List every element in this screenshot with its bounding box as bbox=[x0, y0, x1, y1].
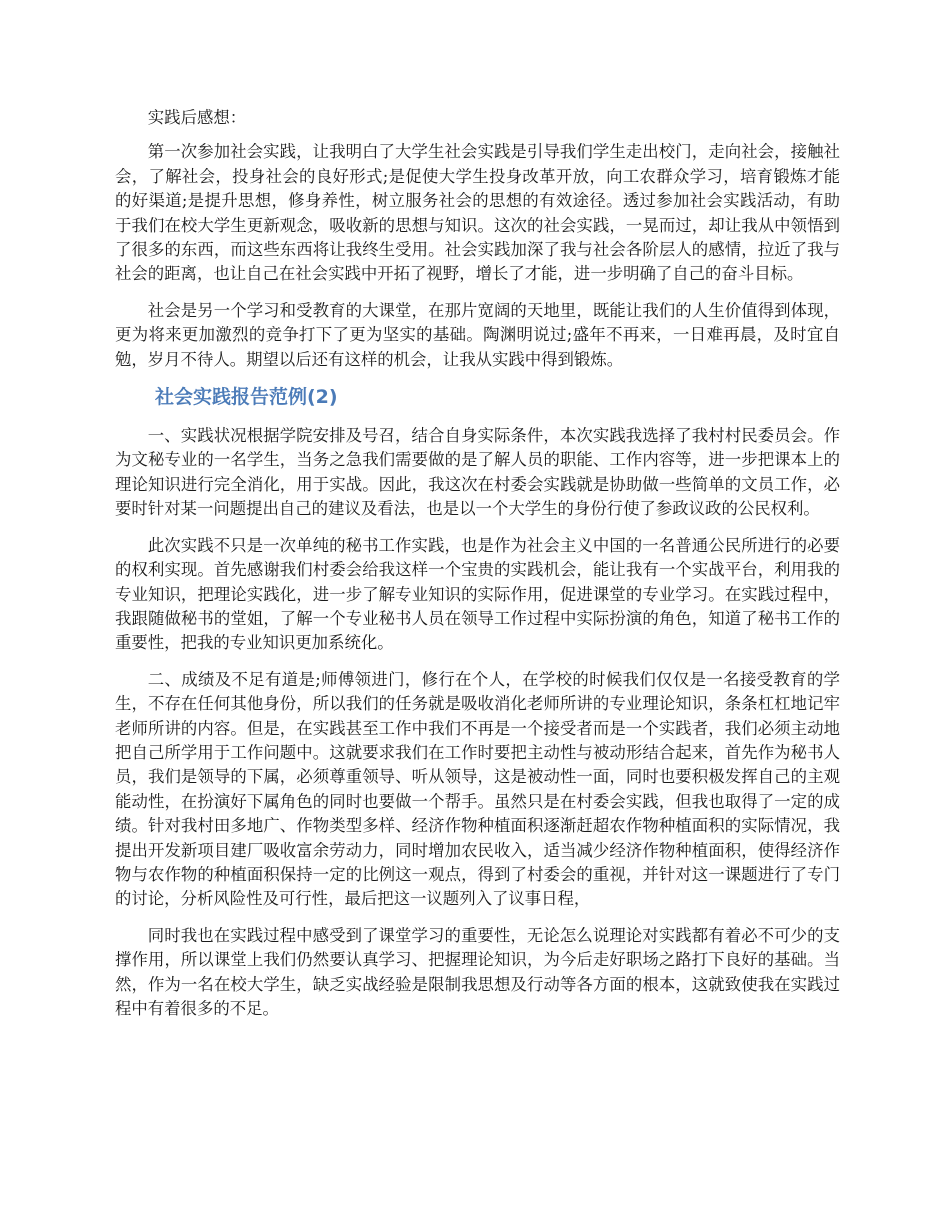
paragraph-practice-status: 一、实践状况根据学院安排及号召，结合自身实际条件，本次实践我选择了我村村民委员会。作为文秘专业的一名学生，当务之急我们需要做的是了解人员的职能、工作内容等，进一步把课本上的理论知识进行完全消化，用于实战。因此，我这次在村委会实践就是协助做一些简单的文员工作，必要时针对某一问题提出自己的建议及看法，也是以一个大学生的身份行使了参政议政的公民权利。 bbox=[115, 426, 840, 519]
paragraph-society-classroom: 社会是另一个学习和受教育的大课堂，在那片宽阔的天地里，既能让我们的人生价值得到体现，更为将来更加激烈的竞争打下了更为坚实的基础。陶渊明说过;盛年不再来，一日难再晨，及时宜自勉，岁月不待人。期望以后还有这样的机会，让我从实践中得到锻炼。 bbox=[115, 300, 840, 369]
paragraph-achievements: 二、成绩及不足有道是;师傅领进门，修行在个人，在学校的时候我们仅仅是一名接受教育的学生，不存在任何其他身份，所以我们的任务就是吸收消化老师所讲的专业理论知识，条条杠杠地记牢老师所讲的内容。但是，在实践甚至工作中我们不再是一个接受者而是一个实践者，我们必须主动地把自己所学用于工作问题中。这就要求我们在工作时要把主动性与被动形结合起来，首先作为秘书人员，我们是领导的下属，必须尊重领导、听从领导，这是被动性一面，同时也要积极发挥自己的主观能动性，在扮演好下属角色的同时也要做一个帮手。虽然只是在村委会实践，但我也取得了一定的成绩。针对我村田多地广、作物类型多样、经济作物种植面积逐渐赶超农作物种植面积的实际情况，我提出开发新项目建厂吸收富余劳动力，同时增加农民收入，适当减少经济作物种植面积，使得经济作物与农作物的种植面积保持一定的比例这一观点，得到了村委会的重视，并针对这一课题进行了专门的讨论，分析风险性及可行性，最后把这一议题列入了议事日程， bbox=[115, 669, 840, 909]
document-page bbox=[115, 106, 840, 1033]
paragraph-secretary-practice: 此次实践不只是一次单纯的秘书工作实践，也是作为社会主义中国的一名普通公民所进行的必要的权利实现。首先感谢我们村委会给我这样一个宝贵的实践机会，能让我有一个实战平台，利用我的专业知识，把理论实践化，进一步了解专业知识的实际作用，促进课堂的专业学习。在实践过程中，我跟随做秘书的堂姐，了解一个专业秘书人员在领导工作过程中实际扮演的角色，知道了秘书工作的重要性，把我的专业知识更加系统化。 bbox=[115, 535, 840, 653]
paragraph-first-practice: 第一次参加社会实践，让我明白了大学生社会实践是引导我们学生走出校门，走向社会，接触社会，了解社会，投身社会的良好形式;是促使大学生投身改革开放，向工农群众学习，培育锻炼才能的好渠道;是提升思想，修身养性，树立服务社会的思想的有效途径。透过参加社会实践活动，有助于我们在校大学生更新观念，吸收新的思想与知识。这次的社会实践，一晃而过，却让我从中领悟到了很多的东西，而这些东西将让我终生受用。社会实践加深了我与社会各阶层人的感情，拉近了我与社会的距离，也让自己在社会实践中开拓了视野，增长了才能，进一步明确了自己的奋斗目标。 bbox=[115, 142, 840, 284]
intro-label: 实践后感想： bbox=[147, 108, 247, 127]
section-title: 社会实践报告范例(2) bbox=[155, 386, 338, 409]
paragraph-classroom-importance: 同时我也在实践过程中感受到了课堂学习的重要性，无论怎么说理论对实践都有着必不可少的支撑作用，所以课堂上我们仍然要认真学习、把握理论知识，为今后走好职场之路打下良好的基础。当然，作为一名在校大学生，缺乏实战经验是限制我思想及行动等各方面的根本，这就致使我在实践过程中有着很多的不足。 bbox=[115, 925, 840, 1018]
